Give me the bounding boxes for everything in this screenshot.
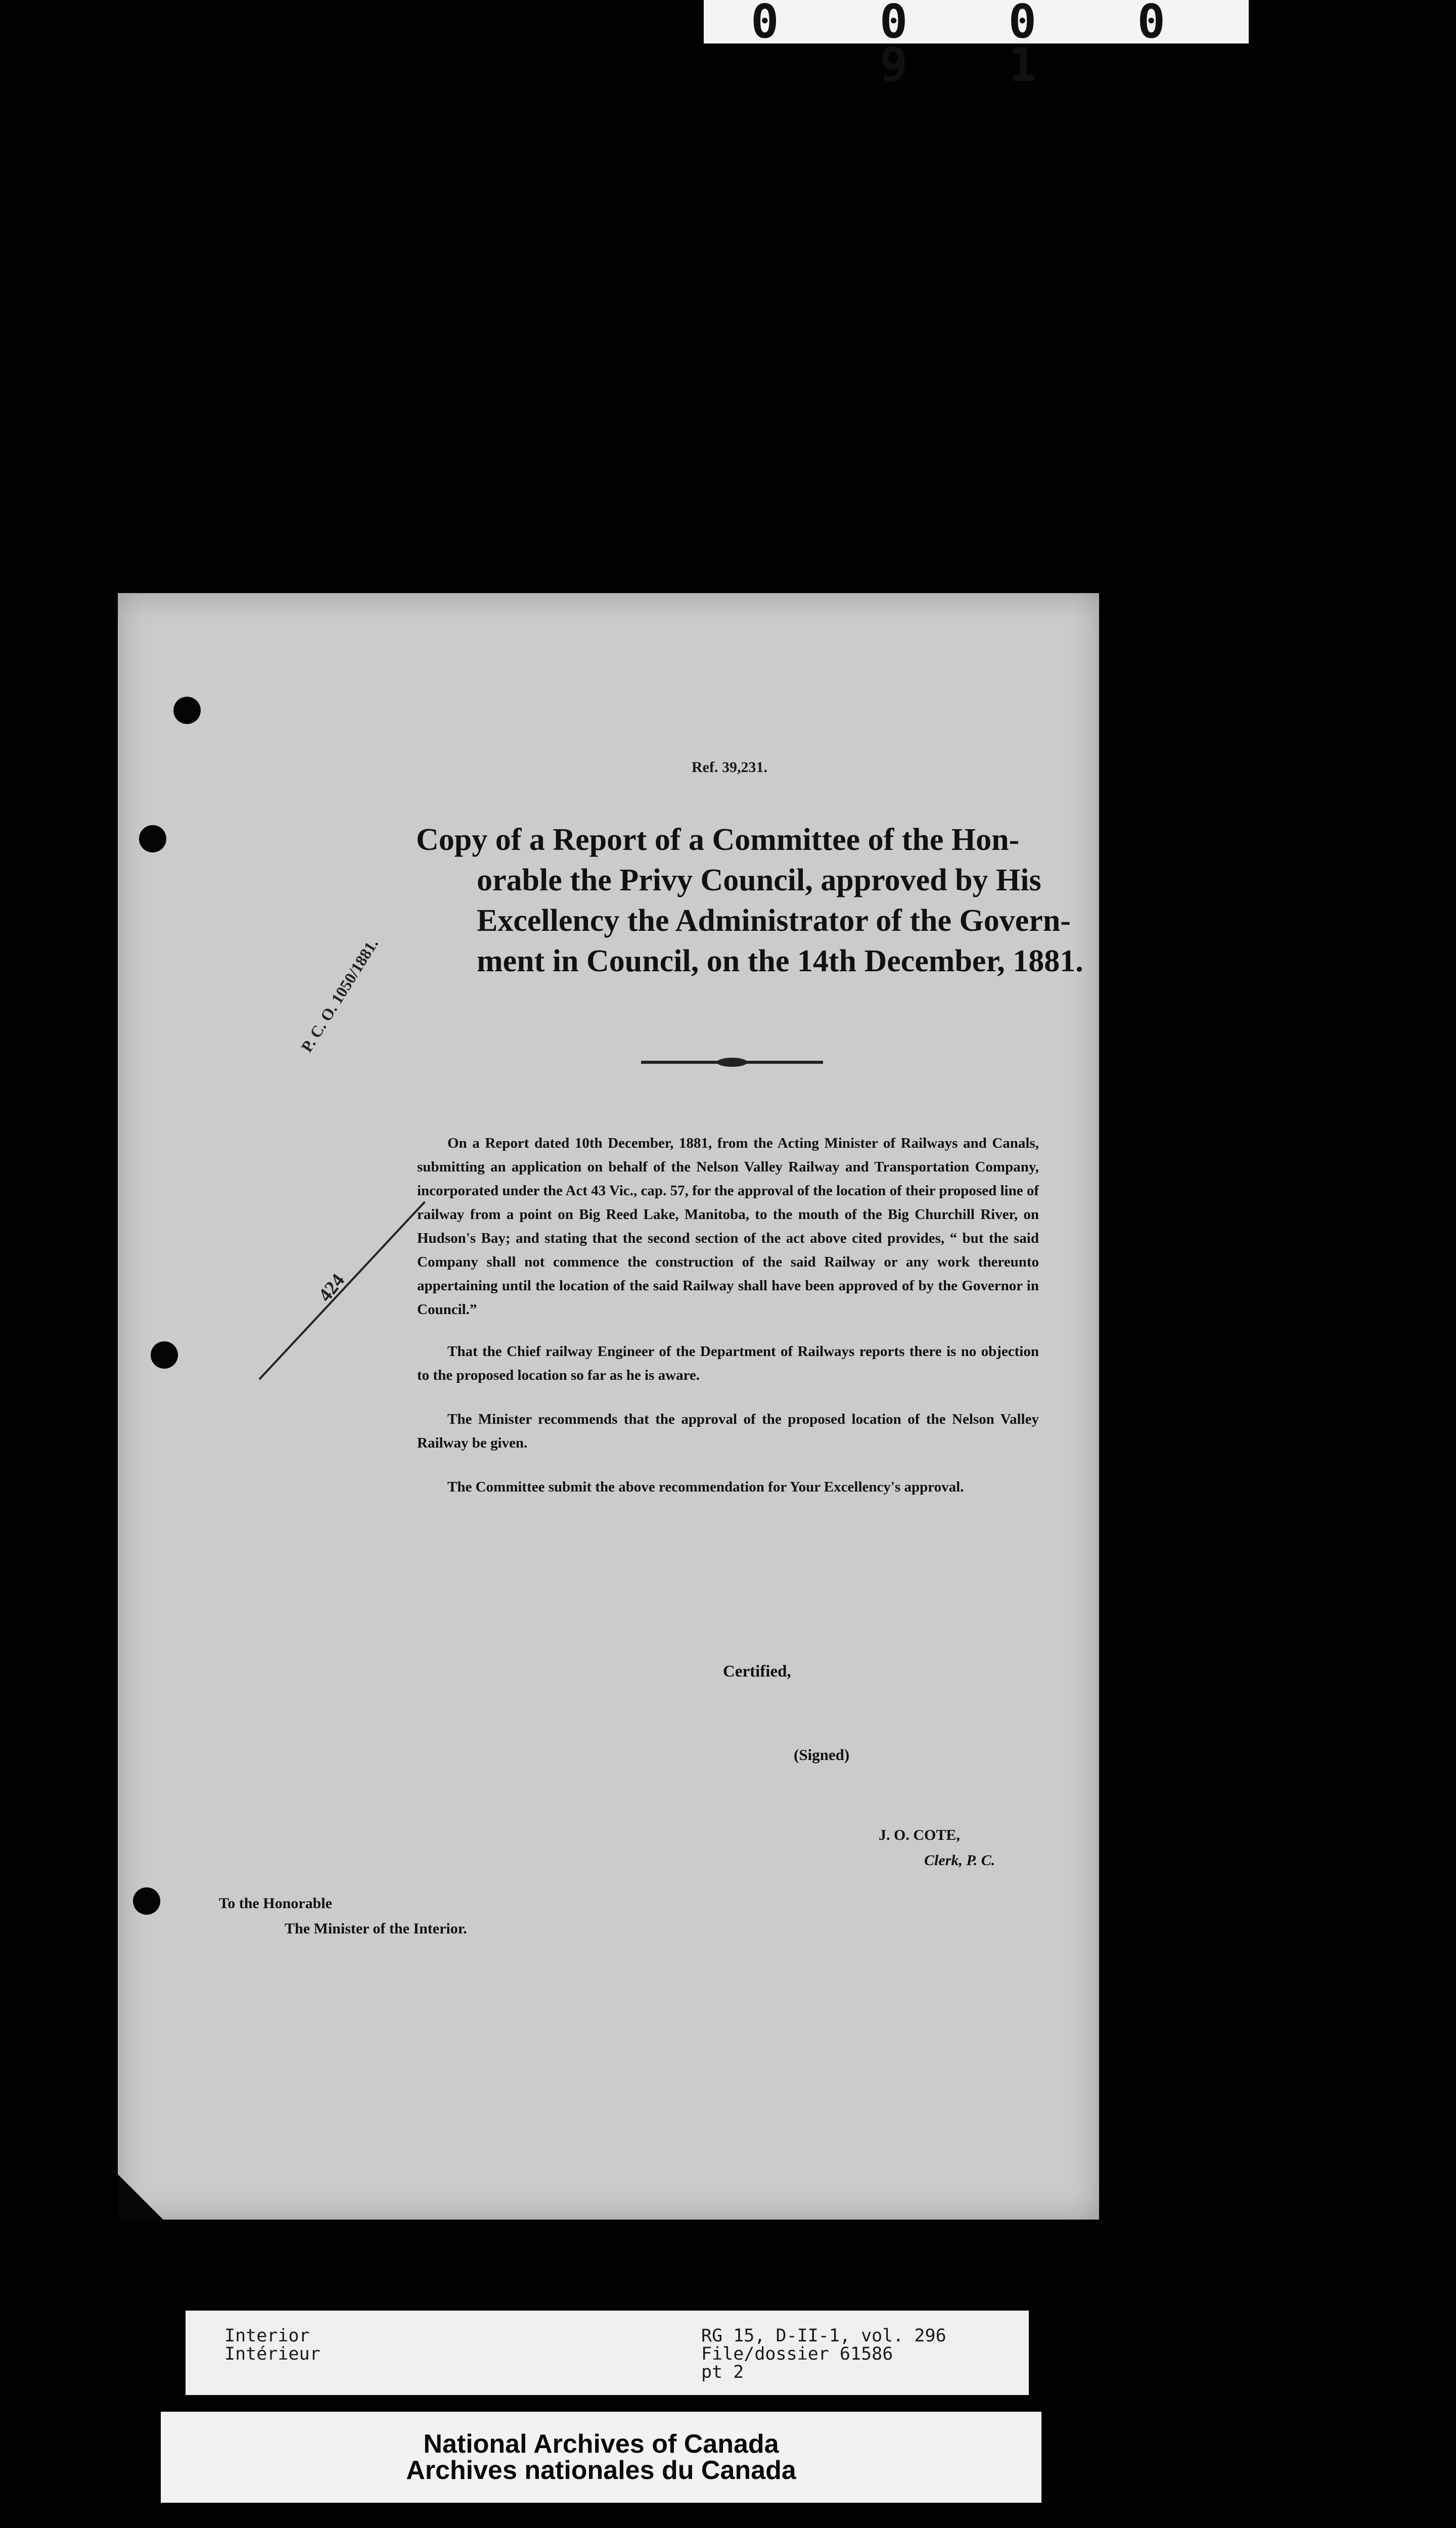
frame-number-strip: 0 0 0 0 9 1 [704,0,1249,43]
punch-hole-4 [133,1887,160,1915]
address-line-2: The Minister of the Interior. [285,1920,467,1937]
archive-name-fr: Archives nationales du Canada [406,2456,796,2485]
reference-number: Ref. 39,231. [692,759,767,776]
marginal-pco-note: P. C. O. 1050/1881. [297,935,382,1056]
reference-block [701,2327,946,2381]
title-line-1: Copy of a Report of a Committee of the Hon- [416,823,1020,857]
title-line-4: ment in Council, on the 14th December, 1881. [477,944,1083,978]
paragraph-2: That the Chief railway Engineer of the Department of Railways reports there is no objection to the proposed location so far as he is aware. [417,1343,1039,1383]
department-block [224,2327,321,2363]
archive-reference-label [186,2311,1029,2395]
reference-line-1: RG 15, D-II-1, vol. 296 [701,2326,946,2346]
marginal-number: 424 [314,1270,349,1306]
signer-title: Clerk, P. C. [924,1852,995,1869]
reference-line-3: pt 2 [701,2362,744,2382]
address-line-1: To the Honorable [219,1895,332,1912]
paragraph-3: The Minister recommends that the approval of the proposed location of the Nelson Valley Railway be given. [417,1411,1039,1451]
folded-corner [118,2174,163,2220]
reference-line-2: File/dossier 61586 [701,2344,893,2364]
archive-name-en: National Archives of Canada [423,2429,779,2459]
certified-text: Certified, [723,1662,791,1681]
signed-text: (Signed) [794,1746,850,1764]
department-en: Interior [224,2326,310,2346]
paragraph-4: The Committee submit the above recommendation for Your Excellency's approval. [447,1479,964,1495]
punch-hole-1 [173,697,201,724]
archive-name-label [161,2412,1041,2503]
punch-hole-3 [151,1341,178,1369]
department-fr: Intérieur [224,2344,321,2364]
signer-name: J. O. COTE, [879,1827,960,1843]
title-line-2: orable the Privy Council, approved by His [477,863,1041,897]
paragraph-1: On a Report dated 10th December, 1881, from the Acting Minister of Railways and Canals, submitting an application on behalf of the Nelson Valley Railway and Transportation Company, incorporated under the Act 43 Vic., cap. 57, for the approval of the location of their proposed line of railway from a point on Big Reed Lake, Manitoba, to the mouth of the Big Churchill River, on Hudson's Bay; and stating that the second section of the act above cited provides, “ but the said Company shall not commence the construction of the said Railway or any work thereunto appertaining until the location of the said Railway shall have been approved of by the Governor in Council.” [417,1135,1039,1318]
punch-hole-2 [139,825,166,852]
document-title [416,820,1169,981]
title-line-3: Excellency the Administrator of the Govern- [477,904,1071,938]
document-page [118,593,1099,2220]
title-rule-ornament [641,1061,823,1064]
report-body [417,1132,1039,1499]
